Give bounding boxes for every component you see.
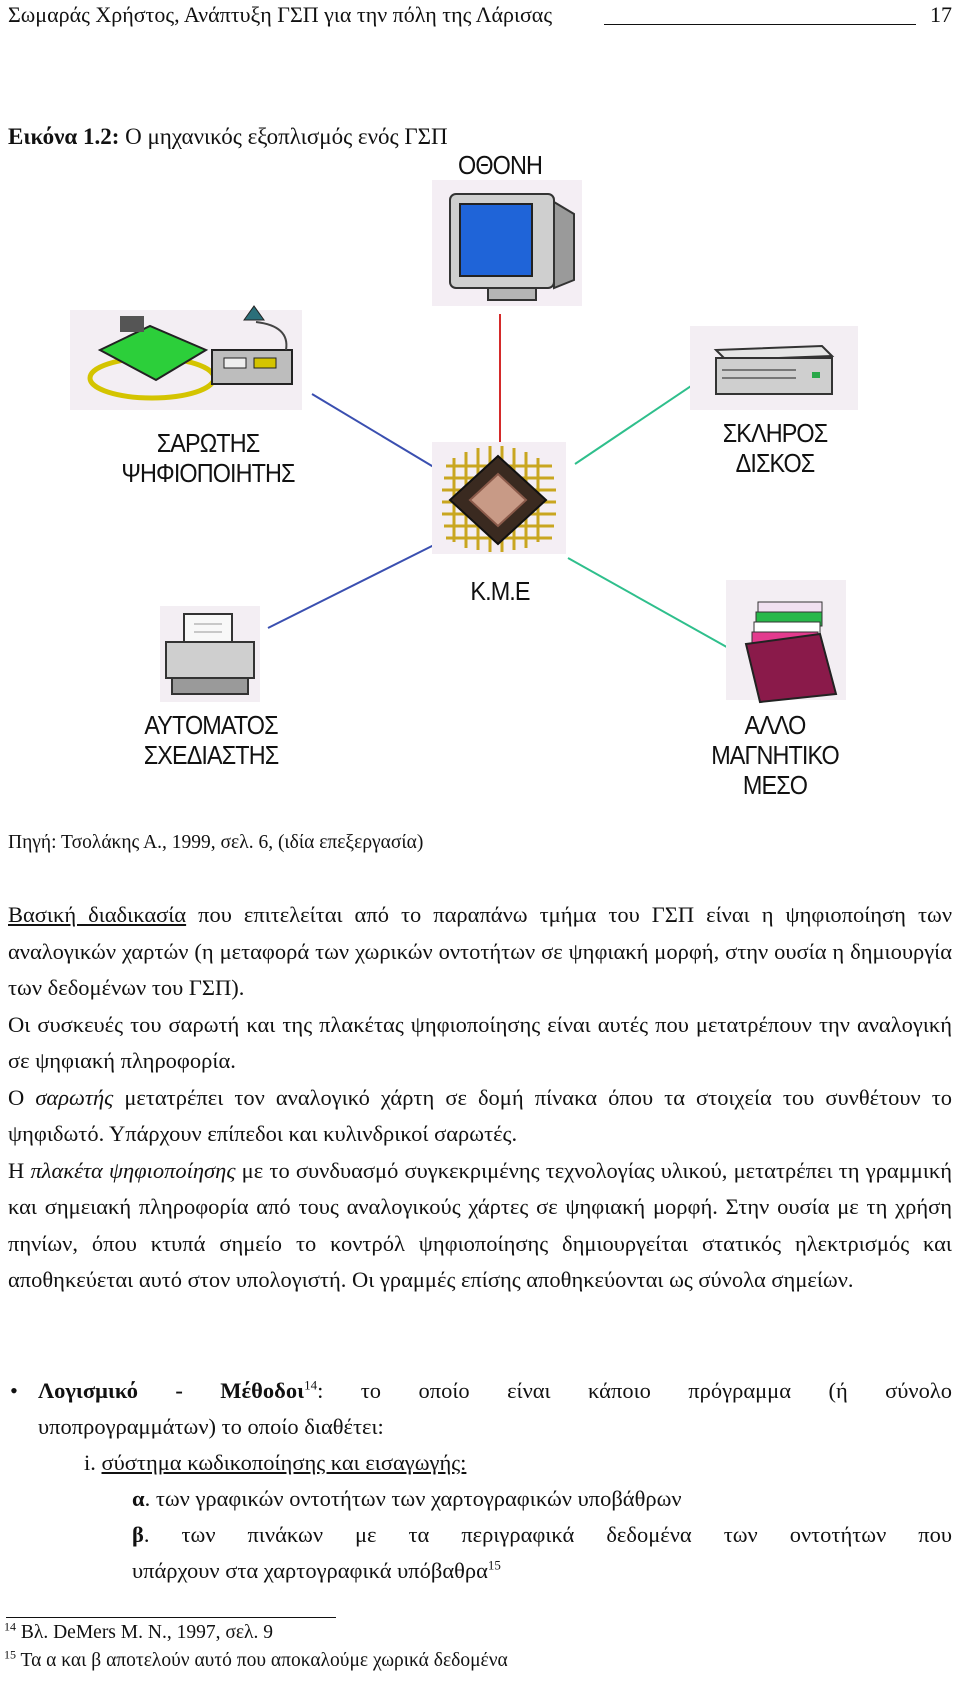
link-scanner-cpu <box>312 394 442 472</box>
figure-caption-label: Εικόνα 1.2: <box>8 124 120 149</box>
cpu-label: Κ.Μ.Ε <box>470 576 530 606</box>
media-label-line2: ΜΑΓΝΗΤΙΚΟ <box>711 740 839 770</box>
running-header <box>8 2 952 32</box>
paragraph-4: Η πλακέτα ψηφιοποίησης με το συνδυασμό συγκεκριμένης τεχνολογίας υλικού, μετατρέπει τη γραμμική και σημειακή πληροφορία από τους αναλογικούς χάρτες σε ψηφιακή μορφή. Στην ουσία με τη χρήση πηνίων, όπου κτυπά σημείο το κοντρόλ ψηφιοποίησης δημιουργείται στατικός ηλεκτρισμός και αποθηκεύεται αυτό στον υπολογιστή. Οι γραμμές επίσης αποθηκεύονται ως σύνολα σημείων. <box>8 1157 953 1292</box>
scanner-label-line2: ΨΗΦΙΟΠΟΙΗΤΗΣ <box>121 458 295 488</box>
header-title: Σωμαράς Χρήστος, Ανάπτυξη ΓΣΠ για την πόλη της Λάρισας <box>8 2 553 27</box>
plotter-label <box>117 710 306 770</box>
cpu-chip-icon <box>432 442 566 554</box>
scanner-digitizer-icon <box>70 306 302 410</box>
bullet-symbol: • <box>10 1378 18 1403</box>
bullet-item <box>8 1373 952 1589</box>
header-rule <box>604 24 916 25</box>
paragraph-2: Οι συσκευές του σαρωτή και της πλακέτας ψηφιοποίησης είναι αυτές που μετατρέπουν την αναλογική σε ψηφιακή πληροφορία. <box>8 1011 952 1073</box>
plotter-label-line2: ΣΧΕΔΙΑΣΤΗΣ <box>143 740 279 770</box>
monitor-label: ΟΘΟΝΗ <box>458 150 542 180</box>
italic-term: σαρωτής <box>35 1084 114 1110</box>
monitor-icon <box>432 180 582 306</box>
footnote-14: $^{14}$ Βλ. DeMers M. N., 1997, σελ. 9 <box>4 1619 273 1643</box>
media-label-line1: ΑΛΛΟ <box>744 710 806 740</box>
italic-term: πλακέτα ψηφιοποίησης <box>30 1157 236 1183</box>
page-number: 17 <box>930 2 952 27</box>
media-label-line3: ΜΕΣΟ <box>742 770 808 800</box>
sub-item-beta: β. των πινάκων με τα περιγραφικά δεδομένα των οντοτήτων που <box>132 1522 952 1547</box>
paragraph-3: Ο σαρωτής μετατρέπει τον αναλογικό χάρτη σε δομή πίνακα όπου τα στοιχεία του συνθέτουν το ψηφιδωτό. Υπάρχουν επίπεδοι και κυλινδρικοί σαρωτές. <box>8 1084 953 1146</box>
footnote-ref-15: 15 <box>487 1557 501 1573</box>
disk-label <box>699 418 852 478</box>
link-media-cpu <box>568 558 732 650</box>
footnote-ref-14: 14 <box>304 1377 318 1393</box>
media-label <box>699 710 852 800</box>
bullet-title: Λογισμικό - Μέθοδοι <box>38 1378 305 1403</box>
scanner-label <box>100 428 316 488</box>
magnetic-media-icon <box>726 580 846 702</box>
footnote-15: $^{15}$ Τα α και β αποτελούν αυτό που αποκαλούμε χωρικά δεδομένα <box>4 1647 508 1671</box>
figure-caption-text: Ο μηχανικός εξοπλισμός ενός ΓΣΠ <box>119 124 448 149</box>
bullet-line2: υποπρογραμμάτων) το οποίο διαθέτει: <box>38 1414 384 1439</box>
underlined-term: Βασική διαδικασία <box>8 902 187 927</box>
figure-source: Πηγή: Τσολάκης Α., 1999, σελ. 6, (ιδία επεξεργασία) <box>8 832 424 853</box>
link-disk-cpu <box>575 380 700 464</box>
sub-item-beta-line2: υπάρχουν στα χαρτογραφικά υπόβαθρα$^{15}$ <box>132 1557 501 1583</box>
link-plotter-cpu <box>268 542 440 628</box>
footnote-rule <box>6 1617 336 1618</box>
figure-caption <box>8 124 448 150</box>
sub-item-i: i. σύστημα κωδικοποίησης και εισαγωγής: <box>84 1450 467 1475</box>
scanner-label-line1: ΣΑΡΩΤΗΣ <box>156 428 260 458</box>
plotter-label-line1: ΑΥΤΟΜΑΤΟΣ <box>144 710 278 740</box>
plotter-printer-icon <box>160 606 260 702</box>
disk-label-line1: ΣΚΛΗΡΟΣ <box>722 418 828 448</box>
bullet-line1: Λογισμικό - Μέθοδοι$^{14}$: το οποίο είναι κάποιο πρόγραμμα (ή σύνολο <box>38 1377 952 1403</box>
sub-item-alpha: α. των γραφικών οντοτήτων των χαρτογραφικών υποβάθρων <box>132 1486 682 1511</box>
hard-disk-icon <box>690 326 858 410</box>
disk-label-line2: ΔΙΣΚΟΣ <box>735 448 815 478</box>
body-text <box>8 897 952 1299</box>
paragraph-1: Βασική διαδικασία που επιτελείται από το παραπάνω τμήμα του ΓΣΠ είναι η ψηφιοποίηση των αναλογικών χαρτών (η μεταφορά των χωρικών οντοτήτων σε ψηφιακή μορφή, στην ουσία η δημιουργία των δεδομένων του ΓΣΠ). <box>8 902 952 1000</box>
